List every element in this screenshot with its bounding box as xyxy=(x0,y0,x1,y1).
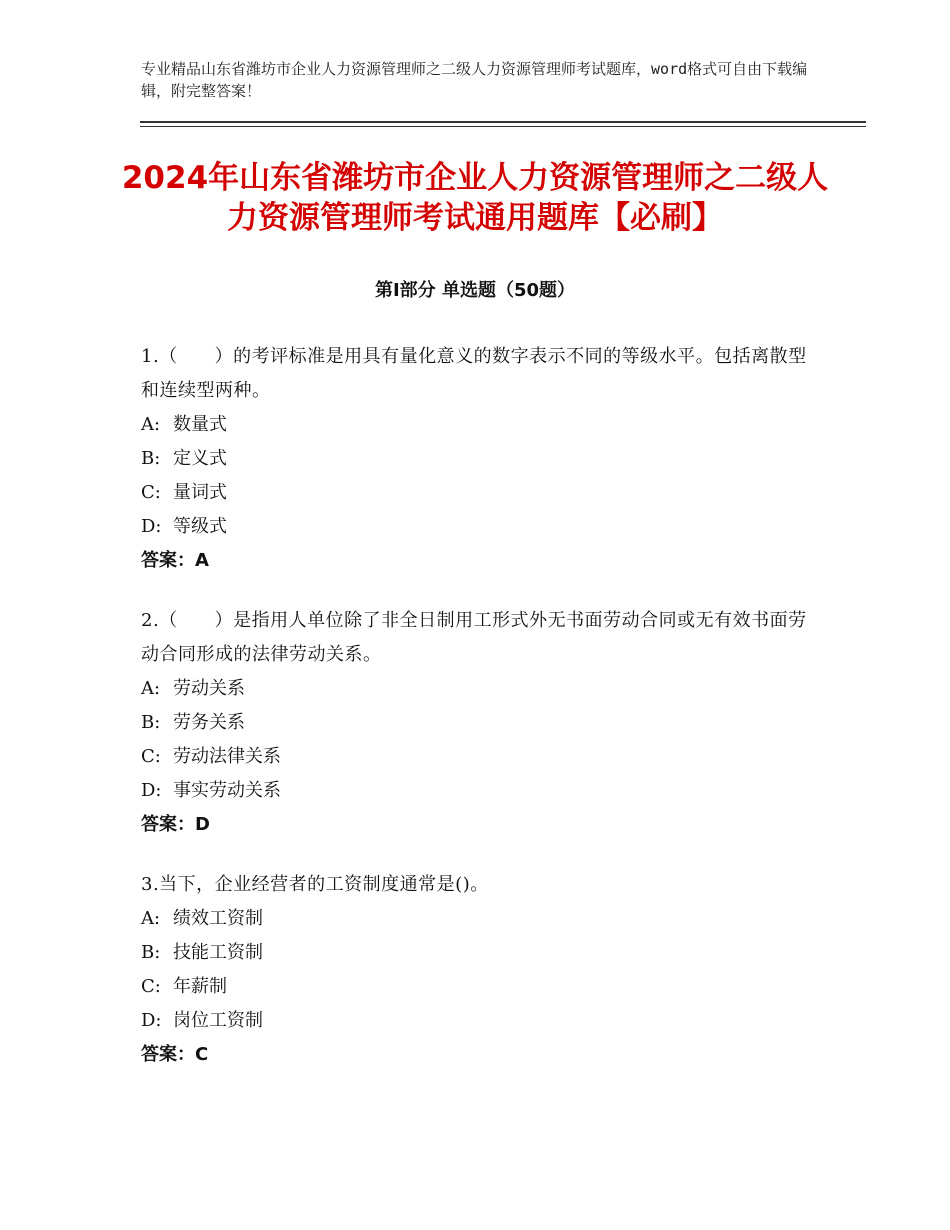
option-key: A: xyxy=(141,414,161,435)
section-heading: 第Ⅰ部分 单选题（50题） xyxy=(374,280,575,301)
option-d xyxy=(141,510,811,544)
answer: 答案：C xyxy=(141,1044,209,1065)
document-title: 2024年山东省潍坊市企业人力资源管理师之二级人力资源管理师考试通用题库【必刷】 xyxy=(121,160,829,236)
option-a xyxy=(141,408,811,442)
option-text: 量词式 xyxy=(173,482,227,503)
option-key: C: xyxy=(141,482,161,503)
option-text: 岗位工资制 xyxy=(173,1010,263,1031)
header-note: 专业精品山东省潍坊市企业人力资源管理师之二级人力资源管理师考试题库，word格式可自由下载编辑，附完整答案！ xyxy=(141,60,808,100)
option-text: 数量式 xyxy=(173,414,227,435)
option-key: B: xyxy=(141,448,161,469)
option-text: 绩效工资制 xyxy=(173,908,263,929)
question-list xyxy=(141,340,811,1098)
option-text: 劳动法律关系 xyxy=(173,746,281,767)
answer: 答案：A xyxy=(141,550,209,571)
option-text: 年薪制 xyxy=(173,976,227,997)
option-c xyxy=(141,740,811,774)
option-text: 劳动关系 xyxy=(173,678,245,699)
question-2 xyxy=(141,604,811,842)
option-key: D: xyxy=(141,780,162,801)
option-key: B: xyxy=(141,942,161,963)
option-text: 技能工资制 xyxy=(173,942,263,963)
question-text: 1.（ ）的考评标准是用具有量化意义的数字表示不同的等级水平。包括离散型和连续型两种。 xyxy=(141,346,807,401)
option-b xyxy=(141,706,811,740)
option-c xyxy=(141,970,811,1004)
header-rule-thick xyxy=(140,121,866,123)
option-d xyxy=(141,1004,811,1038)
option-c xyxy=(141,476,811,510)
question-1 xyxy=(141,340,811,578)
option-text: 等级式 xyxy=(173,516,227,537)
option-key: C: xyxy=(141,976,161,997)
option-key: A: xyxy=(141,678,161,699)
option-text: 定义式 xyxy=(173,448,227,469)
option-a xyxy=(141,672,811,706)
question-3 xyxy=(141,868,811,1072)
question-text: 2.（ ）是指用人单位除了非全日制用工形式外无书面劳动合同或无有效书面劳动合同形成的法律劳动关系。 xyxy=(141,610,807,665)
option-key: D: xyxy=(141,1010,162,1031)
option-key: B: xyxy=(141,712,161,733)
option-d xyxy=(141,774,811,808)
option-key: C: xyxy=(141,746,161,767)
option-b xyxy=(141,442,811,476)
option-a xyxy=(141,902,811,936)
option-text: 事实劳动关系 xyxy=(173,780,281,801)
option-text: 劳务关系 xyxy=(173,712,245,733)
answer: 答案：D xyxy=(141,814,210,835)
header-rule-thin xyxy=(140,126,866,127)
question-text: 3.当下，企业经营者的工资制度通常是()。 xyxy=(141,874,489,895)
option-b xyxy=(141,936,811,970)
option-key: D: xyxy=(141,516,162,537)
option-key: A: xyxy=(141,908,161,929)
